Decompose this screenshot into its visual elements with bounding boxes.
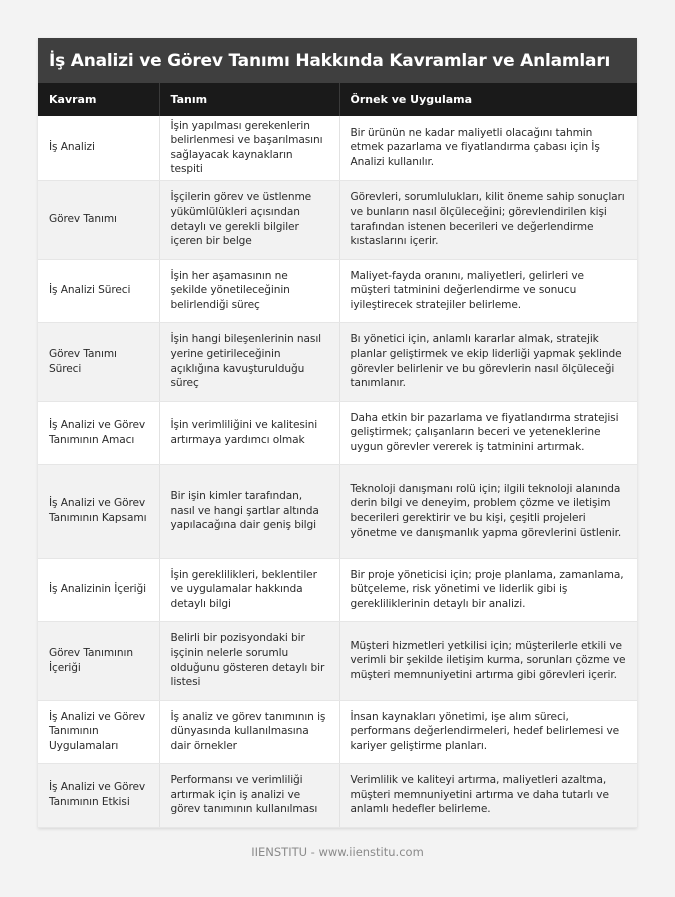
cell-ornek: İnsan kaynakları yönetimi, işe alım süreci, performans değerlendirmeleri, hedef belirlemesi ve kariyer geliştirme planları.	[339, 700, 637, 763]
cell-tanim: İşin gereklilikleri, beklentiler ve uygulamalar hakkında detaylı bilgi	[159, 558, 339, 621]
concepts-table-card	[38, 38, 637, 828]
table-header-row	[38, 83, 637, 116]
concepts-table	[38, 83, 637, 828]
cell-kavram: Görev Tanımı Süreci	[38, 322, 159, 401]
cell-tanim: Belirli bir pozisyondaki bir işçinin nelerle sorumlu olduğunu gösteren detaylı bir listesi	[159, 621, 339, 700]
header-ornek: Örnek ve Uygulama	[339, 83, 637, 116]
footer-credit: IIENSTITU - www.iienstitu.com	[251, 845, 424, 859]
table-row	[38, 558, 637, 621]
table-row	[38, 259, 637, 322]
table-row	[38, 763, 637, 827]
table-title: İş Analizi ve Görev Tanımı Hakkında Kavramlar ve Anlamları	[38, 38, 637, 83]
cell-tanim: İşin yapılması gerekenlerin belirlenmesi ve başarılmasını sağlayacak kaynakların tespiti	[159, 116, 339, 180]
cell-tanim: İşin her aşamasının ne şekilde yönetileceğinin belirlendiği süreç	[159, 259, 339, 322]
table-row	[38, 621, 637, 700]
cell-ornek: Verimlilik ve kaliteyi artırma, maliyetleri azaltma, müşteri memnuniyetini artırma ve daha tutarlı ve anlamlı hedefler belirleme.	[339, 763, 637, 827]
cell-kavram: İş Analizinin İçeriği	[38, 558, 159, 621]
table-row	[38, 464, 637, 558]
cell-kavram: İş Analizi Süreci	[38, 259, 159, 322]
cell-ornek: Bir proje yöneticisi için; proje planlama, zamanlama, bütçeleme, risk yönetimi ve liderlik gibi iş gerekliliklerinin detaylı bir analizi.	[339, 558, 637, 621]
cell-tanim: İşçilerin görev ve üstlenme yükümlülükleri açısından detaylı ve gerekli bilgiler içeren bir belge	[159, 180, 339, 259]
cell-ornek: Maliyet-fayda oranını, maliyetleri, gelirleri ve müşteri tatminini değerlendirme ve sonucu iyileştirecek stratejiler belirleme.	[339, 259, 637, 322]
cell-ornek: Görevleri, sorumlulukları, kilit öneme sahip sonuçları ve bunların nasıl ölçüleceğini; görevlendirilen kişi tarafından istenen becerileri ve değerlendirme kıstaslarını içerir.	[339, 180, 637, 259]
cell-ornek: Bı yönetici için, anlamlı kararlar almak, stratejik planlar geliştirmek ve ekip liderliği yapmak şeklinde görevler belirlenir ve bu görevlerin nasıl ölçüleceği tanımlanır.	[339, 322, 637, 401]
cell-kavram: Görev Tanımının İçeriği	[38, 621, 159, 700]
cell-ornek: Daha etkin bir pazarlama ve fiyatlandırma stratejisi geliştirmek; çalışanların beceri ve yeteneklerine uygun görevler vererek iş tatminini artırmak.	[339, 401, 637, 464]
cell-kavram: İş Analizi ve Görev Tanımının Etkisi	[38, 763, 159, 827]
cell-ornek: Müşteri hizmetleri yetkilisi için; müşterilerle etkili ve verimli bir şekilde iletişim kurma, sorunları çözme ve müşteri memnuniyetini artırma gibi görevleri içerir.	[339, 621, 637, 700]
cell-kavram: İş Analizi ve Görev Tanımının Kapsamı	[38, 464, 159, 558]
cell-tanim: İş analiz ve görev tanımının iş dünyasında kullanılmasına dair örnekler	[159, 700, 339, 763]
cell-tanim: İşin verimliliğini ve kalitesini artırmaya yardımcı olmak	[159, 401, 339, 464]
header-kavram: Kavram	[38, 83, 159, 116]
table-row	[38, 700, 637, 763]
table-row	[38, 401, 637, 464]
cell-ornek: Bir ürünün ne kadar maliyetli olacağını tahmin etmek pazarlama ve fiyatlandırma çabası için İş Analizi kullanılır.	[339, 116, 637, 180]
table-row	[38, 180, 637, 259]
cell-ornek: Teknoloji danışmanı rolü için; ilgili teknoloji alanında derin bilgi ve deneyim, problem çözme ve iletişim becerileri gerektirir ve bu kişi, çeşitli projeleri yönetme ve danışmanlık yapma görevlerini üstlenir.	[339, 464, 637, 558]
cell-tanim: Bir işin kimler tarafından, nasıl ve hangi şartlar altında yapılacağına dair geniş bilgi	[159, 464, 339, 558]
cell-tanim: İşin hangi bileşenlerinin nasıl yerine getirileceğinin açıklığına kavuşturulduğu süreç	[159, 322, 339, 401]
cell-kavram: İş Analizi	[38, 116, 159, 180]
cell-kavram: Görev Tanımı	[38, 180, 159, 259]
cell-tanim: Performansı ve verimliliği artırmak için iş analizi ve görev tanımının kullanılması	[159, 763, 339, 827]
header-tanim: Tanım	[159, 83, 339, 116]
table-row	[38, 322, 637, 401]
cell-kavram: İş Analizi ve Görev Tanımının Amacı	[38, 401, 159, 464]
cell-kavram: İş Analizi ve Görev Tanımının Uygulamaları	[38, 700, 159, 763]
table-row	[38, 116, 637, 180]
